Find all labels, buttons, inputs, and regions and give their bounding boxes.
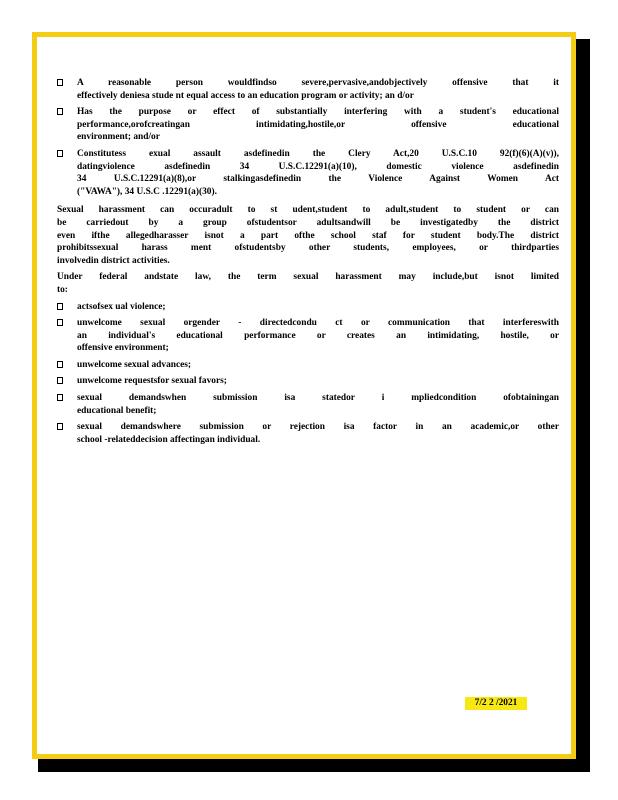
list-item-line: educational benefit;: [77, 405, 157, 416]
law-paragraph: [57, 271, 559, 296]
list-item-line: actsofsex ual violence;: [77, 301, 166, 312]
list-item-line: ("VAWA"), 34 U.S.C .12291(a)(30).: [77, 186, 217, 197]
examples-list: [57, 301, 559, 447]
paragraph-line: Under federal andstate law, the term sexual harassment may include,but isnot limited: [57, 272, 559, 283]
list-item: [57, 375, 559, 388]
document-page: [32, 32, 576, 759]
square-bullet-icon: [57, 108, 63, 115]
paragraph-line: even ifthe allegedharasser isnot a part ofthe school staf for student body.The district: [57, 230, 559, 241]
list-item: [57, 77, 559, 102]
list-item-line: sexual demandswhere submission or rejection isa factor in an academic,or other: [77, 422, 559, 433]
harassment-paragraph: [57, 204, 559, 267]
paragraph-line: to:: [57, 284, 68, 295]
square-bullet-icon: [57, 319, 63, 326]
square-bullet-icon: [57, 303, 63, 310]
list-item-line: Has the purpose or effect of substantially interfering with a student's educational: [77, 107, 559, 118]
list-item-line: Constitutess exual assault asdefinedin the Clery Act,20 U.S.C.10 92(f)(6)(A)(v)),: [77, 148, 559, 159]
square-bullet-icon: [57, 361, 63, 368]
list-item-line: unwelcome sexual orgender - directedcondu ct or communication that interfereswith: [77, 318, 559, 329]
square-bullet-icon: [57, 150, 63, 157]
document-body: [57, 77, 559, 450]
list-item: [57, 317, 559, 355]
list-item: [57, 148, 559, 198]
list-item-line: unwelcome requestsfor sexual favors;: [77, 376, 227, 387]
list-item-line: sexual demandswhen submission isa statedor i mpliedcondition ofobtainingan: [77, 393, 559, 404]
list-item: [57, 106, 559, 144]
list-item-line: environment; and/or: [77, 132, 160, 143]
square-bullet-icon: [57, 79, 63, 86]
list-item-line: an individual's educational performance or creates an intimidating, hostile, or: [77, 330, 559, 341]
list-item: [57, 421, 559, 446]
square-bullet-icon: [57, 394, 63, 401]
square-bullet-icon: [57, 423, 63, 430]
list-item-line: offensive environment;: [77, 343, 169, 354]
document-date: 7/2 2 /2021: [465, 697, 527, 710]
paragraph-line: involvedin district activities.: [57, 255, 170, 266]
list-item-line: effectively deniesa stude nt equal access to an education program or activity; an d/or: [77, 90, 414, 101]
list-item-line: school -relateddecision affectingan individual.: [77, 434, 261, 445]
list-item: [57, 392, 559, 417]
square-bullet-icon: [57, 377, 63, 384]
list-item-line: datingviolence asdefinedin 34 U.S.C.12291(a)(10), domestic violence asdefinedin: [77, 161, 559, 172]
paragraph-line: Sexual harassment can occuradult to st udent,student to adult,student to student or can: [57, 205, 559, 216]
paragraph-line: prohibitssexual harass ment ofstudentsby other students, employees, or thirdparties: [57, 243, 559, 254]
list-item-line: 34 U.S.C.12291(a)(8),or stalkingasdefinedin the Violence Against Women Act: [77, 174, 559, 185]
list-item: [57, 301, 559, 314]
list-item: [57, 359, 559, 372]
list-item-line: performance,orofcreatingan intimidating,hostile,or offensive educational: [77, 119, 559, 130]
criteria-list: [57, 77, 559, 198]
paragraph-line: be carriedout by a group ofstudentsor adultsandwill be investigatedby the district: [57, 217, 559, 228]
list-item-line: A reasonable person wouldfindso severe,pervasive,andobjectively offensive that it: [77, 78, 559, 88]
list-item-line: unwelcome sexual advances;: [77, 359, 192, 370]
